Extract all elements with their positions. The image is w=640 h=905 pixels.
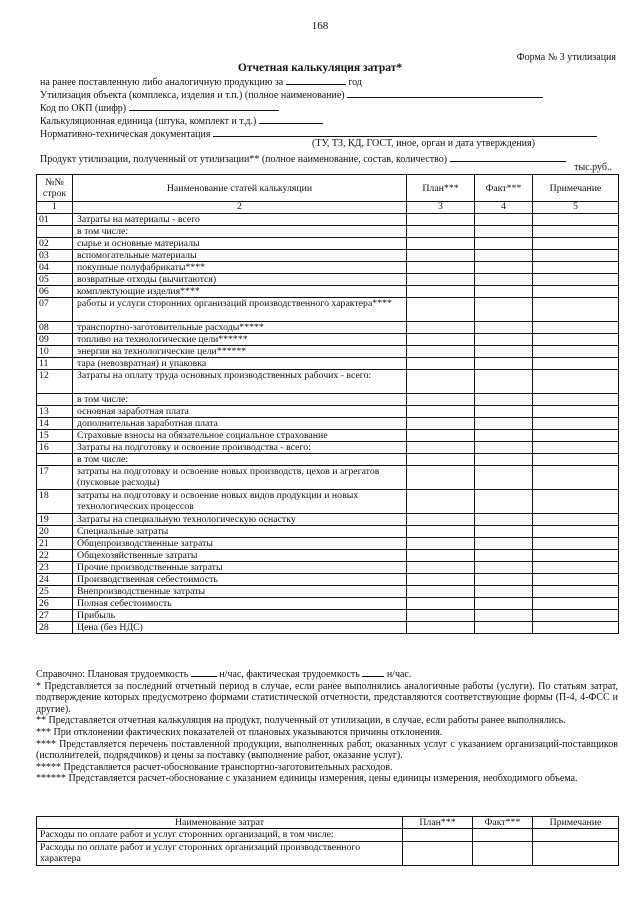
plan-cell[interactable] [407,214,475,226]
note-cell[interactable] [533,346,619,358]
note-cell[interactable] [533,322,619,334]
table-row [37,466,619,490]
normative-label: Нормативно-техническая документация [40,129,211,140]
utilization-product-field[interactable] [450,151,566,162]
header-cost-name: Наименование затрат [37,817,403,829]
table-row [37,586,619,598]
plan-cell[interactable] [407,562,475,574]
footnote: ***** Представляется расчет-обоснование транспортно-заготовительных расходов. [36,761,393,773]
plan-cell[interactable] [407,610,475,622]
table-header-row [37,175,619,202]
plan-cell[interactable] [407,370,475,394]
fact-cell[interactable] [475,214,533,226]
row-code: 20 [37,526,73,538]
labor-reference-middle: н/час, фактическая трудоемкость [219,669,360,680]
row-code: 06 [37,286,73,298]
row-code: 10 [37,346,73,358]
labor-reference-suffix: н/час. [386,669,412,680]
utilization-product-line [40,151,566,165]
table-row [37,562,619,574]
row-code: 22 [37,550,73,562]
table-row [37,598,619,610]
footnote: * Представляется за последний отчетный период в случае, если ранее выполнялись аналогичные работы (услуги). По статьям затрат, подтверждение которых предусмотрено формами статистической отчетности, представляются соответствующие формы (П-4, 4-ФСС и другие). [36,680,618,715]
note-cell[interactable] [533,514,619,526]
plan-cell[interactable] [407,394,475,406]
fact-cell[interactable] [473,829,533,842]
plan-cell[interactable] [407,490,475,514]
row-label: работы и услуги сторонних организаций производственного характера**** [73,298,407,322]
table-row [37,370,619,394]
fact-cell[interactable] [475,442,533,454]
note-cell[interactable] [533,538,619,550]
okp-line [40,100,279,114]
fact-cell[interactable] [475,514,533,526]
row-code: 04 [37,262,73,274]
row-code: 23 [37,562,73,574]
row-label: энергия на технологические цели****** [73,346,407,358]
plan-cell[interactable] [407,322,475,334]
header-note: Примечание [533,175,619,202]
note-cell[interactable] [533,586,619,598]
plan-cell[interactable] [403,829,473,842]
plan-cell[interactable] [407,574,475,586]
footnote: **** Представляется перечень поставленной продукции, выполненных работ, оказанных услуг с указанием организаций-поставщиков (исполнителей, подрядчиков) и цены за поставку (выполнение работ, оказание услуг). [36,738,618,762]
fact-cell[interactable] [475,562,533,574]
fact-cell[interactable] [475,298,533,322]
object-field[interactable] [347,87,543,98]
plan-cell[interactable] [407,358,475,370]
plan-cell[interactable] [407,430,475,442]
note-cell[interactable] [533,394,619,406]
normative-field[interactable] [213,126,597,137]
row-label: в том числе: [73,454,407,466]
table-row [37,394,619,406]
fact-cell[interactable] [475,274,533,286]
row-code: 03 [37,250,73,262]
third-party-costs-table [36,816,619,866]
normative-hint: (ТУ, ТЗ, КД, ГОСТ, иное, орган и дата утверждения) [312,138,535,149]
plan-cell[interactable] [407,526,475,538]
header-plan: План*** [407,175,475,202]
row-code: 12 [37,370,73,394]
fact-cell[interactable] [475,490,533,514]
row-label: Внепроизводственные затраты [73,586,407,598]
row-code: 11 [37,358,73,370]
fact-cell[interactable] [475,454,533,466]
fact-cell[interactable] [475,250,533,262]
header-fact: Факт*** [475,175,533,202]
plan-cell[interactable] [407,550,475,562]
table-row [37,490,619,514]
column-number: 1 [37,202,73,214]
row-label: комплектующие изделия**** [73,286,407,298]
table-row [37,346,619,358]
labor-reference-prefix: Справочно: Плановая трудоемкость [36,669,189,680]
table-row [37,550,619,562]
plan-cell[interactable] [407,454,475,466]
note-cell[interactable] [533,214,619,226]
header-note: Примечание [533,817,619,829]
note-cell[interactable] [533,298,619,322]
table-row [37,622,619,634]
row-label: в том числе: [73,226,407,238]
row-code: 21 [37,538,73,550]
table-row [37,610,619,622]
table-row [37,214,619,226]
plan-cell[interactable] [407,622,475,634]
header-row-number: №№ строк [37,175,73,202]
note-cell[interactable] [533,562,619,574]
fact-cell[interactable] [475,574,533,586]
row-code: 05 [37,274,73,286]
form-number: Форма № 3 утилизация [516,52,616,63]
row-code: 09 [37,334,73,346]
row-label: Затраты на подготовку и освоение производства - всего: [73,442,407,454]
table-row [37,514,619,526]
note-cell[interactable] [533,610,619,622]
labor-reference [36,666,618,681]
row-code: 15 [37,430,73,442]
table-row [37,538,619,550]
note-cell[interactable] [533,358,619,370]
fact-cell[interactable] [473,842,533,866]
row-code: 14 [37,418,73,430]
plan-cell[interactable] [407,406,475,418]
note-cell[interactable] [533,370,619,394]
row-code: 25 [37,586,73,598]
note-cell[interactable] [533,622,619,634]
note-cell[interactable] [533,598,619,610]
plan-cell[interactable] [407,346,475,358]
table-row [37,526,619,538]
column-number: 5 [533,202,619,214]
fact-cell[interactable] [475,538,533,550]
fact-cell[interactable] [475,586,533,598]
note-cell[interactable] [533,574,619,586]
row-label: Затраты на оплату труда основных производственных рабочих - всего: [73,370,407,394]
note-cell[interactable] [533,430,619,442]
plan-cell[interactable] [407,226,475,238]
table-row [37,226,619,238]
row-label: Страховые взносы на обязательное социальное страхование [73,430,407,442]
table-row [37,322,619,334]
note-cell[interactable] [533,829,619,842]
plan-cell[interactable] [407,418,475,430]
note-cell[interactable] [533,250,619,262]
row-label: основная заработная плата [73,406,407,418]
calculation-table [36,174,619,634]
plan-cell[interactable] [407,538,475,550]
okp-label: Код по ОКП (шифр) [40,103,127,114]
row-label: Прибыль [73,610,407,622]
note-cell[interactable] [533,226,619,238]
row-label: дополнительная заработная плата [73,418,407,430]
table-header-row [37,817,619,829]
fact-cell[interactable] [475,394,533,406]
row-label: Производственная себестоимость [73,574,407,586]
fact-cell[interactable] [475,622,533,634]
header-item-name: Наименование статей калькуляции [73,175,407,202]
row-label: сырье и основные материалы [73,238,407,250]
table-row [37,286,619,298]
table-row [37,274,619,286]
row-label: вспомогательные материалы [73,250,407,262]
row-label: Цена (без НДС) [73,622,407,634]
fact-cell[interactable] [475,406,533,418]
notes-section [36,666,618,785]
product-period-prefix: на ранее поставленную либо аналогичную продукцию за [40,77,284,88]
fact-cell[interactable] [475,358,533,370]
row-code [37,454,73,466]
object-line [40,87,543,101]
note-cell[interactable] [533,490,619,514]
currency-unit: тыс.руб.. [574,162,612,173]
row-label: Общехозяйственные затраты [73,550,407,562]
fact-cell[interactable] [475,322,533,334]
product-period-suffix: год [348,77,362,88]
row-code: 28 [37,622,73,634]
fact-cell[interactable] [475,598,533,610]
column-number: 4 [475,202,533,214]
note-cell[interactable] [533,238,619,250]
table-row [37,406,619,418]
table-row [37,842,619,866]
note-cell[interactable] [533,286,619,298]
row-code [37,394,73,406]
plan-cell[interactable] [407,250,475,262]
row-label: Полная себестоимость [73,598,407,610]
fact-cell[interactable] [475,286,533,298]
row-code: 13 [37,406,73,418]
year-field[interactable] [286,74,346,85]
row-code: 26 [37,598,73,610]
column-numbers-row [37,202,619,214]
table-row [37,430,619,442]
header-plan: План*** [403,817,473,829]
fact-cell[interactable] [475,334,533,346]
note-cell[interactable] [533,442,619,454]
plan-cell[interactable] [407,274,475,286]
table-row [37,454,619,466]
note-cell[interactable] [533,454,619,466]
fact-cell[interactable] [475,550,533,562]
page-number: 168 [311,20,329,32]
cost-name: Расходы по оплате работ и услуг сторонних организаций производственного характера [37,842,403,866]
fact-cell[interactable] [475,262,533,274]
calc-unit-field[interactable] [259,113,323,124]
table-row [37,358,619,370]
plan-cell[interactable] [407,334,475,346]
calc-unit-label: Калькуляционная единица (штука, комплект и т.д.) [40,116,257,127]
note-cell[interactable] [533,334,619,346]
fact-cell[interactable] [475,370,533,394]
row-code: 18 [37,490,73,514]
planned-labor-field[interactable] [191,666,217,677]
row-label: топливо на технологические цели****** [73,334,407,346]
row-label: Общепроизводственные затраты [73,538,407,550]
plan-cell[interactable] [407,286,475,298]
utilization-product-label: Продукт утилизации, полученный от утилизации** (полное наименование, состав, количество) [40,154,448,165]
table-row [37,250,619,262]
table-row [37,298,619,322]
table-row [37,334,619,346]
row-label: в том числе: [73,394,407,406]
okp-field[interactable] [129,100,279,111]
note-cell[interactable] [533,526,619,538]
table-row [37,238,619,250]
fact-cell[interactable] [475,430,533,442]
table-row [37,262,619,274]
row-code: 27 [37,610,73,622]
plan-cell[interactable] [407,262,475,274]
fact-cell[interactable] [475,346,533,358]
cost-name: Расходы по оплате работ и услуг сторонних организаций, в том числе: [37,829,403,842]
row-code [37,226,73,238]
plan-cell[interactable] [407,586,475,598]
row-label: затраты на подготовку и освоение новых видов продукции и новых технологических процессов [73,490,407,514]
plan-cell[interactable] [407,238,475,250]
calc-unit-line [40,113,323,127]
row-label: Прочие производственные затраты [73,562,407,574]
note-cell[interactable] [533,842,619,866]
row-label: Затраты на специальную технологическую оснастку [73,514,407,526]
column-number: 3 [407,202,475,214]
object-label: Утилизация объекта (комплекса, изделия и т.п.) (полное наименование) [40,90,345,101]
row-label: Затраты на материалы - всего [73,214,407,226]
row-label: затраты на подготовку и освоение новых производств, цехов и агрегатов (пусковые расходы) [73,466,407,490]
table-row [37,442,619,454]
row-code: 01 [37,214,73,226]
footnote: *** При отклонении фактических показателей от плановых указываются причины отклонения. [36,726,443,738]
document-title: Отчетная калькуляция затрат* [237,62,403,74]
row-code: 16 [37,442,73,454]
actual-labor-field[interactable] [362,666,384,677]
plan-cell[interactable] [407,466,475,490]
row-code: 07 [37,298,73,322]
note-cell[interactable] [533,406,619,418]
footnote: ** Представляется отчетная калькуляция на продукт, полученный от утилизации, в случае, если работы ранее выполнялись. [36,715,566,727]
plan-cell[interactable] [407,514,475,526]
row-code: 02 [37,238,73,250]
product-period-line [40,74,362,88]
plan-cell[interactable] [407,598,475,610]
note-cell[interactable] [533,550,619,562]
fact-cell[interactable] [475,226,533,238]
footnote: ****** Представляется расчет-обоснование с указанием единицы измерения, цены единицы измерения, необходимого объема. [36,773,578,785]
note-cell[interactable] [533,418,619,430]
fact-cell[interactable] [475,610,533,622]
fact-cell[interactable] [475,526,533,538]
row-label: Специальные затраты [73,526,407,538]
plan-cell[interactable] [407,298,475,322]
row-code: 19 [37,514,73,526]
fact-cell[interactable] [475,418,533,430]
note-cell[interactable] [533,262,619,274]
header-fact: Факт*** [473,817,533,829]
row-label: транспортно-заготовительные расходы***** [73,322,407,334]
row-label: возвратные отходы (вычитаются) [73,274,407,286]
column-number: 2 [73,202,407,214]
fact-cell[interactable] [475,466,533,490]
fact-cell[interactable] [475,238,533,250]
row-label: тара (невозвратная) и упаковка [73,358,407,370]
table-row [37,574,619,586]
plan-cell[interactable] [407,442,475,454]
table-row [37,829,619,842]
row-label: покупные полуфабрикаты**** [73,262,407,274]
note-cell[interactable] [533,274,619,286]
row-code: 08 [37,322,73,334]
table-row [37,418,619,430]
row-code: 24 [37,574,73,586]
row-code: 17 [37,466,73,490]
plan-cell[interactable] [403,842,473,866]
note-cell[interactable] [533,466,619,490]
